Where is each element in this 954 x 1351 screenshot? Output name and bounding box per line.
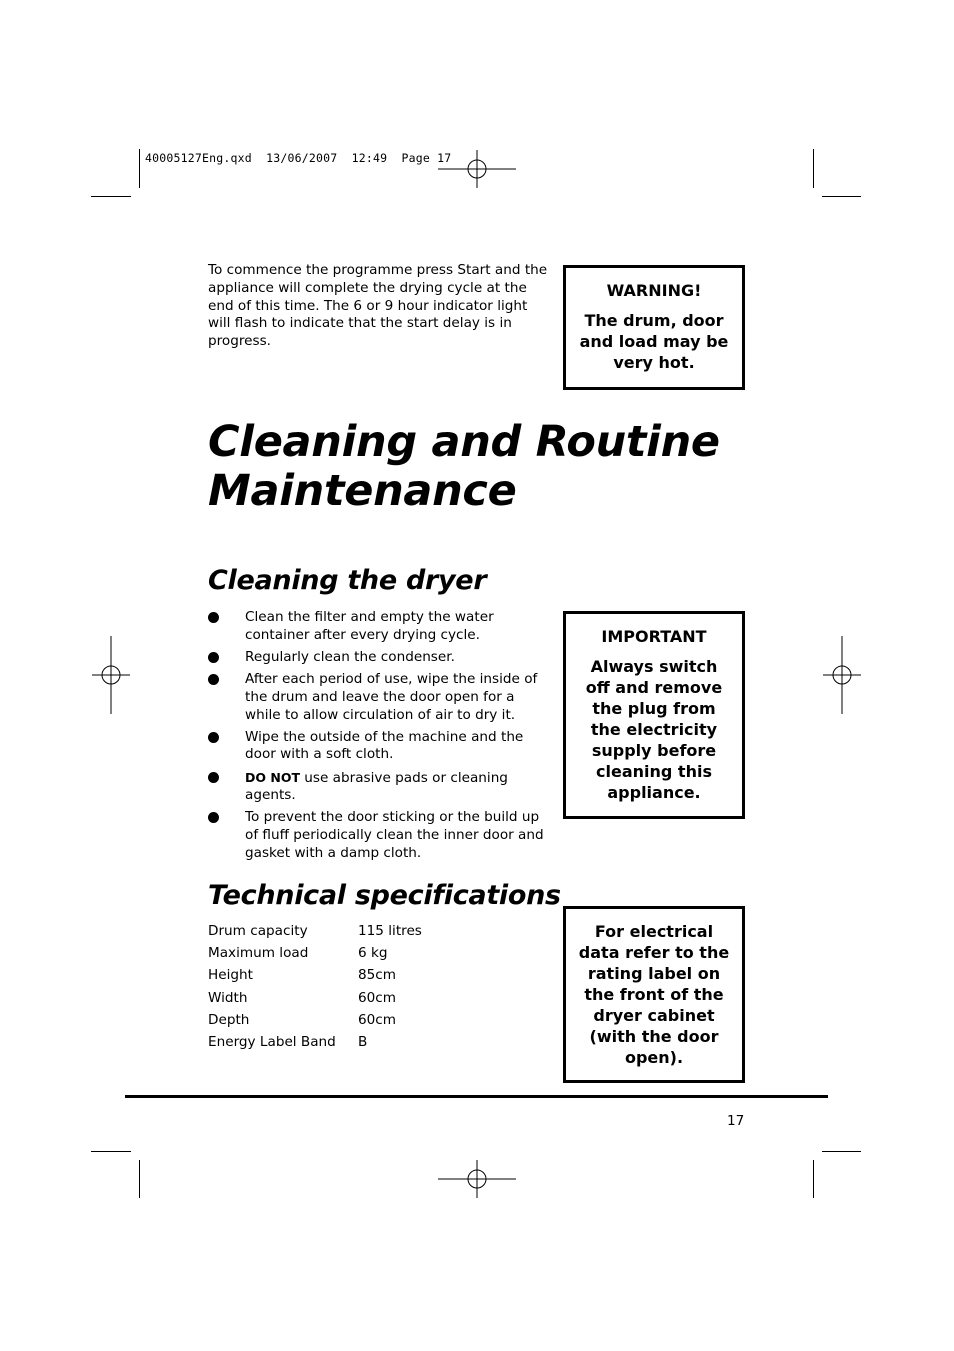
registration-mark-icon bbox=[92, 636, 130, 714]
specifications-table bbox=[208, 923, 422, 1056]
bullet-icon bbox=[208, 674, 219, 685]
crop-mark bbox=[822, 1151, 861, 1152]
spec-value: 60cm bbox=[358, 989, 397, 1006]
crop-mark bbox=[139, 1160, 140, 1198]
spec-label: Height bbox=[208, 967, 253, 984]
list-item bbox=[208, 671, 553, 724]
spec-label: Drum capacity bbox=[208, 923, 308, 939]
electrical-data-text: For electrical data refer to the rating label on the front of the dryer cabinet (with the door open). bbox=[578, 922, 730, 1067]
cleaning-list bbox=[208, 609, 553, 867]
warning-box bbox=[563, 265, 745, 390]
list-item bbox=[208, 809, 553, 862]
spec-label: Energy Label Band bbox=[208, 1033, 336, 1050]
spec-value: 85cm bbox=[358, 967, 397, 984]
spec-value: 6 kg bbox=[358, 945, 388, 962]
intro-paragraph: To commence the programme press Start and the appliance will complete the drying cycle at the end of this time. The 6 or 9 hour indicator light will flash to indicate that the start delay is in progress. bbox=[208, 262, 548, 350]
crop-mark bbox=[139, 149, 140, 188]
table-row bbox=[208, 923, 422, 945]
list-item bbox=[208, 649, 553, 667]
list-item-emphasis: DO NOT bbox=[245, 769, 300, 785]
table-row bbox=[208, 1034, 422, 1056]
crop-mark bbox=[91, 196, 131, 197]
list-item-text: Regularly clean the condenser. bbox=[245, 648, 455, 665]
page-title: Cleaning and Routine Maintenance bbox=[208, 417, 720, 516]
electrical-data-box bbox=[563, 906, 745, 1083]
crop-mark bbox=[813, 1160, 814, 1198]
bullet-icon bbox=[208, 612, 219, 623]
list-item-text: To prevent the door sticking or the build up of fluff periodically clean the inner door and gasket with a damp cloth. bbox=[245, 809, 544, 862]
crop-mark bbox=[813, 149, 814, 188]
registration-mark-icon bbox=[438, 150, 516, 188]
warning-text: The drum, door and load may be very hot. bbox=[579, 311, 729, 372]
bullet-icon bbox=[208, 732, 219, 743]
spec-value: B bbox=[358, 1033, 368, 1050]
table-row bbox=[208, 990, 422, 1012]
spec-label: Width bbox=[208, 989, 248, 1006]
registration-mark-icon bbox=[438, 1160, 516, 1198]
spec-label: Depth bbox=[208, 1011, 250, 1028]
list-item-text: Wipe the outside of the machine and the door with a soft cloth. bbox=[245, 728, 524, 763]
list-item-text: Clean the filter and empty the water container after every drying cycle. bbox=[245, 609, 494, 643]
section-heading-cleaning: Cleaning the dryer bbox=[208, 565, 487, 596]
spec-value: 60cm bbox=[358, 1011, 397, 1028]
bullet-icon bbox=[208, 772, 219, 783]
important-box bbox=[563, 611, 745, 819]
table-row bbox=[208, 1012, 422, 1034]
important-heading: IMPORTANT bbox=[601, 627, 707, 646]
footer-rule bbox=[125, 1095, 828, 1098]
crop-mark bbox=[822, 196, 861, 197]
bullet-icon bbox=[208, 812, 219, 823]
table-row bbox=[208, 967, 422, 989]
list-item-text: use abrasive pads or cleaning agents. bbox=[245, 769, 513, 804]
page-number: 17 bbox=[727, 1113, 745, 1129]
registration-mark-icon bbox=[823, 636, 861, 714]
table-row bbox=[208, 945, 422, 967]
crop-mark bbox=[91, 1151, 131, 1152]
spec-label: Maximum load bbox=[208, 945, 309, 962]
list-item bbox=[208, 609, 553, 645]
list-item bbox=[208, 769, 553, 806]
spec-value: 115 litres bbox=[358, 923, 422, 939]
list-item bbox=[208, 729, 553, 765]
section-heading-technical: Technical specifications bbox=[208, 880, 561, 911]
bullet-icon bbox=[208, 652, 219, 663]
important-text: Always switch off and remove the plug from the electricity supply before cleaning this appliance. bbox=[585, 657, 723, 802]
list-item-text: After each period of use, wipe the inside of the drum and leave the door open for a while to allow circulation of air to dry it. bbox=[245, 670, 538, 723]
print-slug: 40005127Eng.qxd 13/06/2007 12:49 Page 17 bbox=[145, 151, 452, 165]
warning-heading: WARNING! bbox=[606, 281, 702, 300]
